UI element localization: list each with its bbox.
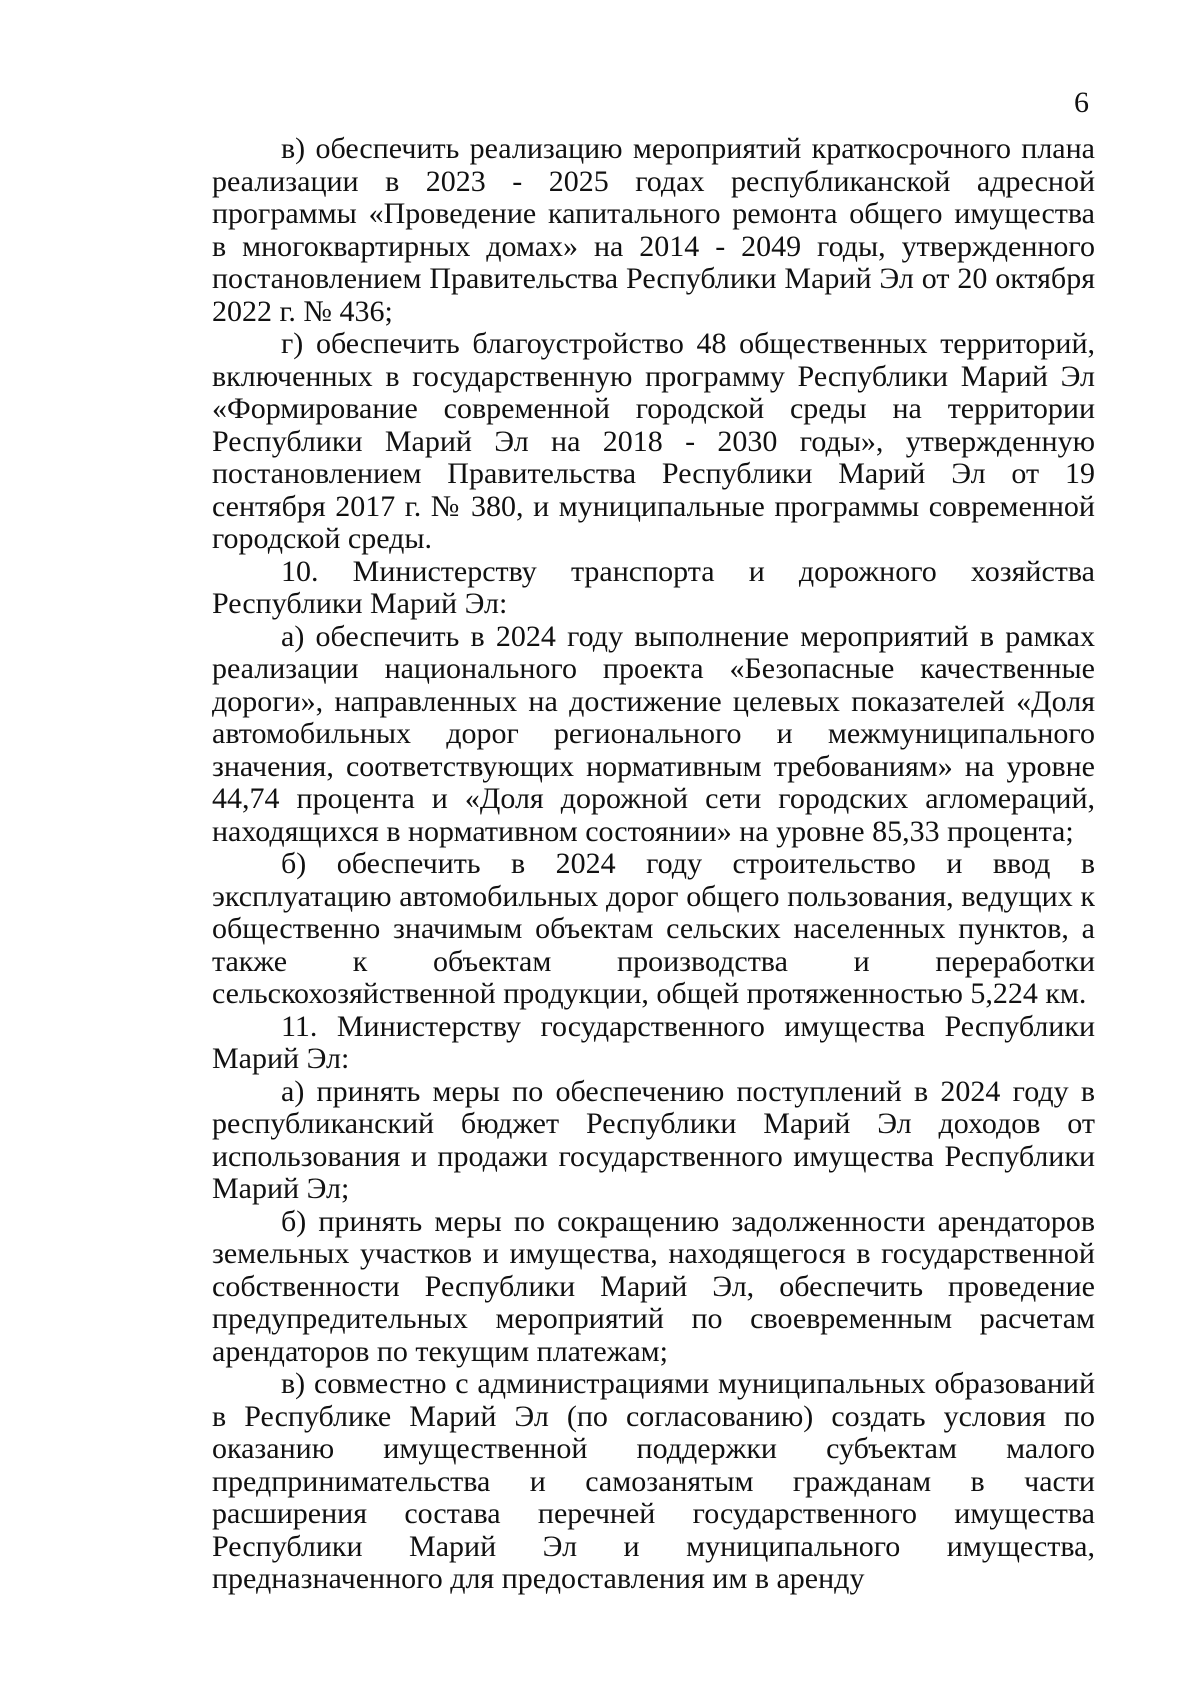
paragraph-item-b-tenant-debt: б) принять меры по сокращению задолженности арендаторов земельных участков и имущества, находящегося в государственной собственности Республики Марий Эл, обеспечить проведение предупредительных мероприятий по своевременным расчетам арендаторов по текущим платежам; [212, 1204, 1095, 1368]
paragraph-11-ministry-property: 11. Министерству государственного имущества Республики Марий Эл: [212, 1009, 1095, 1075]
paragraph-item-v-capital-repair: в) обеспечить реализацию мероприятий краткосрочного плана реализации в 2023 - 2025 годах республиканской адресной программы «Проведение капитального ремонта общего имущества в многоквартирных домах» на 2014 - 2049 годы, утвержденного постановлением Правительства Республики Марий Эл от 20 октября 2022 г. № 436; [212, 132, 1095, 328]
page-number: 6 [1074, 86, 1089, 119]
document-body [212, 133, 1095, 1596]
paragraph-item-a-budget-revenue: а) принять меры по обеспечению поступлений в 2024 году в республиканский бюджет Республики Марий Эл доходов от использования и продажи государственного имущества Республики Марий Эл; [212, 1074, 1095, 1205]
paragraph-item-b-road-construction: б) обеспечить в 2024 году строительство и ввод в эксплуатацию автомобильных дорог общего пользования, ведущих к общественно значимым объектам сельских населенных пунктов, а также к объектам производства и переработки сельскохозяйственной продукции, общей протяженностью 5,224 км. [212, 847, 1095, 1010]
paragraph-10-ministry-transport: 10. Министерству транспорта и дорожного хозяйства Республики Марий Эл: [212, 554, 1095, 620]
paragraph-item-g-urban-environment: г) обеспечить благоустройство 48 общественных территорий, включенных в государственную программу Республики Марий Эл «Формирование современной городской среды на территории Республики Марий Эл на 2018 - 2030 годы», утвержденную постановлением Правительства Республики Марий Эл от 19 сентября 2017 г. № 380, и муниципальные программы современной городской среды. [212, 327, 1095, 555]
paragraph-item-a-safe-roads: а) обеспечить в 2024 году выполнение мероприятий в рамках реализации национального проекта «Безопасные качественные дороги», направленных на достижение целевых показателей «Доля автомобильных дорог регионального и межмуниципального значения, соответствующих нормативным требованиям» на уровне 44,74 процента и «Доля дорожной сети городских агломераций, находящихся в нормативном состоянии» на уровне 85,33 процента; [212, 619, 1095, 848]
paragraph-item-v-property-support: в) совместно с администрациями муниципальных образований в Республике Марий Эл (по согласованию) создать условия по оказанию имущественной поддержки субъектам малого предпринимательства и самозанятым гражданам в части расширения состава перечней государственного имущества Республики Марий Эл и муниципального имущества, предназначенного для предоставления им в аренду [212, 1367, 1095, 1595]
